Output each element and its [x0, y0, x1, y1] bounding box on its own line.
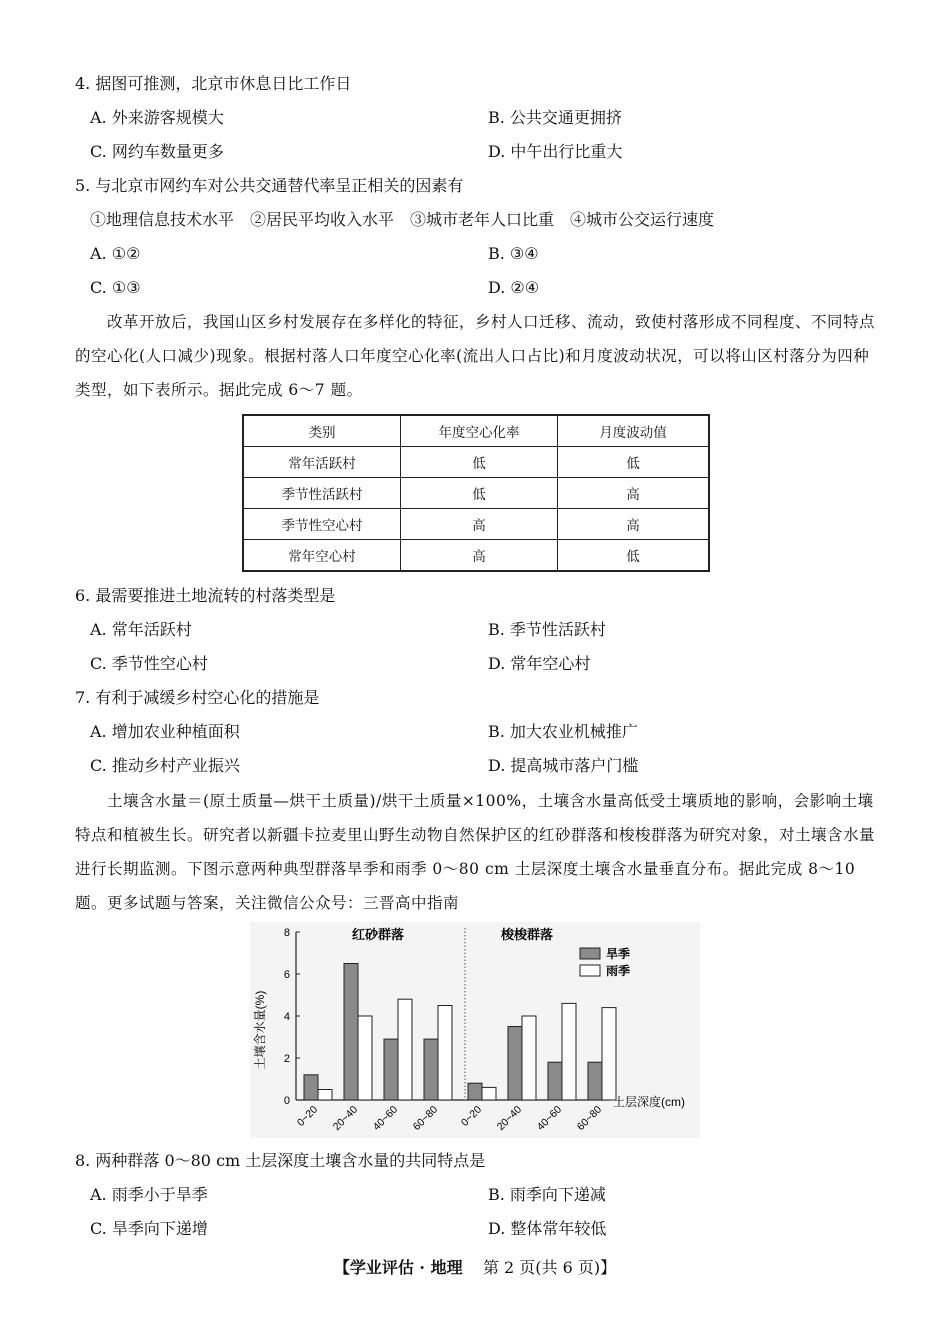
- bar-dry-season: [508, 1027, 522, 1101]
- question-5-stem: 5. 与北京市网约车对公共交通替代率呈正相关的因素有: [75, 176, 464, 195]
- q6-option-d: D. 常年空心村: [488, 654, 591, 673]
- y-tick-label: 4: [283, 1011, 290, 1023]
- x-tick-label: 0~20: [458, 1103, 485, 1129]
- q7-option-c: C. 推动乡村产业振兴: [90, 756, 240, 775]
- y-tick-label: 0: [283, 1095, 290, 1107]
- q4-option-a: A. 外来游客规模大: [90, 108, 224, 127]
- table-cell: 低: [558, 540, 710, 572]
- q5-option-d: D. ②④: [488, 278, 540, 297]
- table-cell: 低: [401, 447, 558, 478]
- chart-y-axis-label: 土壤含水量(%): [253, 990, 267, 1070]
- q5-items: ①地理信息技术水平 ②居民平均收入水平 ③城市老年人口比重 ④城市公交运行速度: [90, 210, 715, 229]
- q7-option-b: B. 加大农业机械推广: [488, 722, 638, 741]
- q5-option-a: A. ①②: [90, 244, 141, 263]
- table-header-row: [243, 415, 709, 447]
- q4-option-d: D. 中午出行比重大: [488, 142, 623, 161]
- bar-dry-season: [304, 1075, 318, 1100]
- panel-title-hongsha: 红砂群落: [352, 927, 405, 942]
- panel-title-suosuo: 梭梭群落: [501, 927, 554, 942]
- question-7-stem: 7. 有利于减缓乡村空心化的措施是: [75, 688, 320, 707]
- footer-page-number: 第 2 页(共 6 页)】: [482, 1258, 617, 1277]
- footer-subject: 【学业评估 · 地理: [333, 1258, 463, 1277]
- q8-option-a: A. 雨季小于旱季: [90, 1185, 208, 1204]
- q8-option-c: C. 旱季向下递增: [90, 1219, 208, 1238]
- table-cell: 常年活跃村: [243, 447, 401, 478]
- table-row: [243, 447, 709, 478]
- bar-dry-season: [468, 1083, 482, 1100]
- page-footer: [0, 1255, 950, 1278]
- bar-wet-season: [602, 1008, 616, 1100]
- question-4-stem: 4. 据图可推测，北京市休息日比工作日: [75, 74, 352, 93]
- bar-dry-season: [588, 1062, 602, 1100]
- table-cell: 季节性活跃村: [243, 478, 401, 509]
- chart-x-axis-label: 土层深度(cm): [613, 1095, 685, 1109]
- bar-wet-season: [318, 1090, 332, 1101]
- table-header-cell: 类别: [243, 415, 401, 447]
- passage-soil-moisture: 土壤含水量＝(原土质量—烘干土质量)/烘干土质量×100%，土壤含水量高低受土壤质地的影响，会影响土壤特点和植被生长。研究者以新疆卡拉麦里山野生动物自然保护区的红砂群落和梭梭群落为研究对象，对土壤含水量进行长期监测。下图示意两种典型群落旱季和雨季 0～80 cm 土层深度土壤含水量垂直分布。据此完成 8～10 题。更多试题与答案，关注微信公众号：三晋高中指南: [75, 792, 876, 912]
- y-tick-label: 6: [283, 969, 290, 981]
- table-cell: 低: [401, 478, 558, 509]
- table-cell: 高: [558, 478, 710, 509]
- x-tick-label: 20~40: [494, 1103, 525, 1133]
- x-tick-label: 60~80: [410, 1103, 441, 1133]
- q6-option-a: A. 常年活跃村: [90, 620, 192, 639]
- q6-option-b: B. 季节性活跃村: [488, 620, 606, 639]
- bar-wet-season: [562, 1003, 576, 1100]
- passage-villages: 改革开放后，我国山区乡村发展存在多样化的特征，乡村人口迁移、流动，致使村落形成不同程度、不同特点的空心化(人口减少)现象。根据村落人口年度空心化率(流出人口占比)和月度波动状况，可以将山区村落分为四种类型，如下表所示。据此完成 6～7 题。: [75, 313, 876, 399]
- x-tick-label: 60~80: [574, 1103, 605, 1133]
- table-cell: 高: [401, 509, 558, 540]
- bar-wet-season: [438, 1006, 452, 1101]
- bar-dry-season: [424, 1039, 438, 1100]
- legend-wet-swatch: [580, 965, 600, 976]
- table-cell: 高: [401, 540, 558, 572]
- table-header-cell: 年度空心化率: [401, 415, 558, 447]
- x-tick-label: 0~20: [294, 1103, 321, 1129]
- q6-option-c: C. 季节性空心村: [90, 654, 208, 673]
- bar-dry-season: [344, 964, 358, 1101]
- q4-option-b: B. 公共交通更拥挤: [488, 108, 622, 127]
- bar-wet-season: [522, 1016, 536, 1100]
- legend-wet-label: 雨季: [606, 964, 631, 978]
- y-tick-label: 2: [283, 1053, 290, 1065]
- table-cell: 高: [558, 509, 710, 540]
- q8-option-d: D. 整体常年较低: [488, 1219, 607, 1238]
- table-row: [243, 540, 709, 572]
- table-row: [243, 478, 709, 509]
- q5-option-c: C. ①③: [90, 278, 141, 297]
- question-8-stem: 8. 两种群落 0～80 cm 土层深度土壤含水量的共同特点是: [75, 1151, 486, 1170]
- q5-option-b: B. ③④: [488, 244, 539, 263]
- x-tick-label: 40~60: [534, 1103, 565, 1133]
- question-6-stem: 6. 最需要推进土地流转的村落类型是: [75, 586, 336, 605]
- q7-option-a: A. 增加农业种植面积: [90, 722, 240, 741]
- table-cell: 季节性空心村: [243, 509, 401, 540]
- q4-option-c: C. 网约车数量更多: [90, 142, 224, 161]
- y-tick-label: 8: [283, 927, 290, 939]
- table-cell: 常年空心村: [243, 540, 401, 572]
- legend-dry-label: 旱季: [606, 947, 631, 961]
- soil-moisture-chart: [250, 922, 700, 1138]
- bar-dry-season: [548, 1062, 562, 1100]
- q7-option-d: D. 提高城市落户门槛: [488, 756, 639, 775]
- table-cell: 低: [558, 447, 710, 478]
- legend-dry-swatch: [580, 948, 600, 959]
- bar-wet-season: [398, 999, 412, 1100]
- q8-option-b: B. 雨季向下递减: [488, 1185, 606, 1204]
- table-row: [243, 509, 709, 540]
- village-type-table: [242, 414, 710, 572]
- table-header-cell: 月度波动值: [558, 415, 710, 447]
- x-tick-label: 20~40: [330, 1103, 361, 1133]
- x-tick-label: 40~60: [370, 1103, 401, 1133]
- bar-wet-season: [482, 1087, 496, 1100]
- bar-wet-season: [358, 1016, 372, 1100]
- bar-dry-season: [384, 1039, 398, 1100]
